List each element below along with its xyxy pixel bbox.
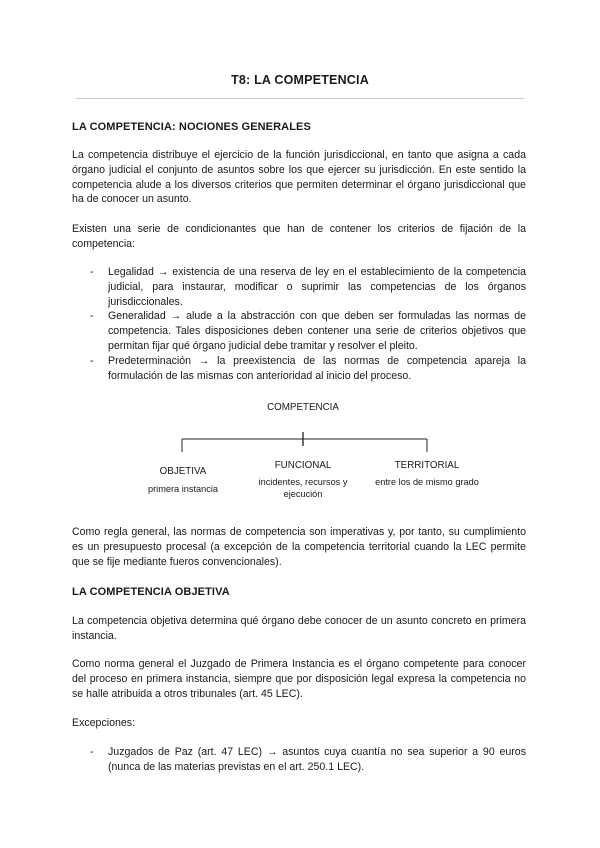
list-item-text: Legalidad → existencia de una reserva de ley en el establecimiento de la competencia judicial, para instaurar, modificar o suprimir las competencias de los órganos jurisdiccionales. (108, 266, 526, 308)
paragraph-norma-general: Como norma general el Juzgado de Primera Instancia es el órgano competente para conocer del proceso en primera instancia, siempre que por disposición legal expresa la competencia no se halle atribuida a otros tribunales (art. 45 LEC). (72, 658, 526, 700)
condicionantes-list (90, 265, 526, 383)
paragraph-excepciones: Excepciones: (72, 717, 136, 729)
paragraph-condicionantes: Existen una serie de condicionantes que han de contener los criterios de fijación de la competencia: (72, 223, 526, 250)
diagram-sub-objetiva: primera instancia (148, 484, 218, 494)
dash-marker: - (90, 310, 94, 323)
dash-marker: - (90, 266, 94, 278)
dash-marker: - (90, 354, 94, 367)
dash-marker: - (90, 746, 94, 758)
paragraph-definicion: La competencia distribuye el ejercicio de la función jurisdiccional, en tanto que asigna a cada órgano judicial el conjunto de asuntos sobre los que ejercer su jurisdicción. En este sentido la competencia alude a los diversos criterios que permiten determinar el órgano jurisdiccional que ha de conocer un asunto. (72, 149, 526, 206)
section-heading-objetiva: LA COMPETENCIA OBJETIVA (72, 586, 230, 598)
list-item-text: Predeterminación → la preexistencia de las normas de competencia apareja la formulación de las mismas con anterioridad al inicio del proceso. (108, 354, 526, 382)
diagram-sub-funcional: incidentes, recursos y ejecución (258, 477, 348, 499)
diagram-sub-territorial: entre los de mismo grado (375, 477, 479, 487)
list-item-text: Generalidad → alude a la abstracción con que deben ser formuladas las normas de competencia. Tales disposiciones deben contener una serie de criterios objetivos que permitan fijar qué órgano judicial debe tramitar y resolver el pleito. (108, 310, 526, 352)
diagram-root: COMPETENCIA (267, 402, 339, 413)
list-item-text: Juzgados de Paz (art. 47 LEC) → asuntos cuya cuantía no sea superior a 90 euros (nunca de las materias previstas en el art. 250.1 LEC). (108, 746, 526, 773)
list-item (90, 309, 526, 353)
title-divider (76, 98, 524, 99)
paragraph-regla-general: Como regla general, las normas de competencia son imperativas y, por tanto, su cumplimiento es un presupuesto procesal (a excepción de la competencia territorial cuando la LEC permite que se fije mediante fueros convencionales). (72, 526, 526, 568)
paragraph-objetiva-definicion: La competencia objetiva determina qué órgano debe conocer de un asunto concreto en primera instancia. (72, 615, 526, 642)
list-item (90, 745, 526, 775)
list-item (90, 354, 526, 384)
section-heading-nociones: LA COMPETENCIA: NOCIONES GENERALES (72, 121, 311, 133)
diagram-branch-funcional: FUNCIONAL (274, 460, 332, 471)
excepciones-list (90, 745, 526, 775)
list-item (90, 265, 526, 309)
page-title: T8: LA COMPETENCIA (231, 73, 369, 87)
competencia-diagram (120, 396, 490, 506)
diagram-branch-objetiva: OBJETIVA (159, 466, 207, 477)
diagram-branch-territorial: TERRITORIAL (394, 460, 460, 471)
